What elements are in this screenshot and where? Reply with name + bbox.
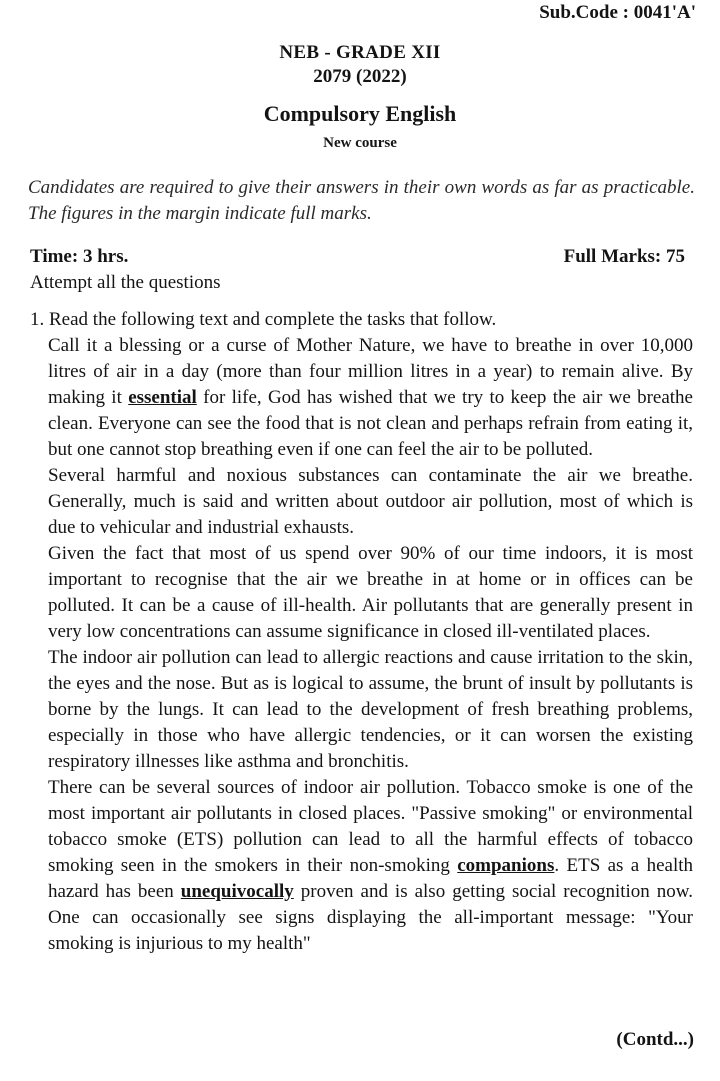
- exam-time: Time: 3 hrs.: [30, 246, 129, 267]
- board-grade: NEB - GRADE XII: [279, 42, 441, 63]
- exam-year: 2079 (2022): [313, 66, 407, 87]
- candidate-instructions: Candidates are required to give their answers in their own words as far as practicable. The figures in the margin indicate full marks.: [28, 177, 695, 224]
- full-marks: Full Marks: 75: [563, 246, 685, 267]
- paragraph-text: . ETS as a health hazard has been: [48, 855, 693, 902]
- paragraph-text: proven and is also getting social recognition now. One can occasionally see signs displaying the all-important message: "Your smoking is injurious to my health": [48, 881, 694, 954]
- paragraph-text: Call it a blessing or a curse of Mother Nature, we have to breathe in over 10,000 litres of air in a day (more than four million litres in a year) to remain alive. By making it: [48, 335, 693, 408]
- question-1-prompt: 1. Read the following text and complete the tasks that follow.: [30, 309, 497, 330]
- paragraph-text: There can be several sources of indoor air pollution. Tobacco smoke is one of the most important air pollutants in closed places. "Passive smoking" or environmental tobacco smoke (ETS) pollution can lead to all the harmful effects of tobacco smoking seen in the smokers in their non-smoking: [48, 777, 693, 876]
- vocab-word-essential: essential: [128, 387, 197, 408]
- passage-paragraph-1: [48, 333, 693, 463]
- reading-passage: [48, 333, 693, 957]
- attempt-instruction: Attempt all the questions: [30, 272, 221, 293]
- continued-label: (Contd...): [616, 1029, 694, 1050]
- passage-paragraph-2: Several harmful and noxious substances can contaminate the air we breathe. Generally, much is said and written about outdoor air pollution, most of which is due to vehicular and industrial exhausts.: [48, 465, 693, 538]
- subject-code: Sub.Code : 0041'A': [539, 2, 696, 23]
- passage-paragraph-4: The indoor air pollution can lead to allergic reactions and cause irritation to the skin, the eyes and the nose. But as is logical to assume, the brunt of insult by pollutants is borne by the lungs. It can lead to the development of fresh breathing problems, especially in those who have allergic tendencies, or it can worsen the existing respiratory illnesses like asthma and bronchitis.: [48, 647, 693, 772]
- paragraph-text: for life, God has wished that we try to keep the air we breathe clean. Everyone can see the food that is not clean and perhaps refrain from eating it, but one cannot stop breathing even if one can feel the air to be polluted.: [48, 387, 693, 460]
- subject-title: Compulsory English: [263, 101, 457, 126]
- vocab-word-unequivocally: unequivocally: [180, 881, 294, 902]
- passage-paragraph-5: [48, 775, 693, 957]
- passage-paragraph-3: Given the fact that most of us spend over 90% of our time indoors, it is most important to recognise that the air we breathe in at home or in offices can be polluted. It can be a cause of ill-health. Air pollutants that are generally present in very low concentrations can assume significance in closed ill-ventilated places.: [48, 543, 693, 642]
- vocab-word-companions: companions: [457, 855, 555, 876]
- course-label: New course: [323, 135, 397, 151]
